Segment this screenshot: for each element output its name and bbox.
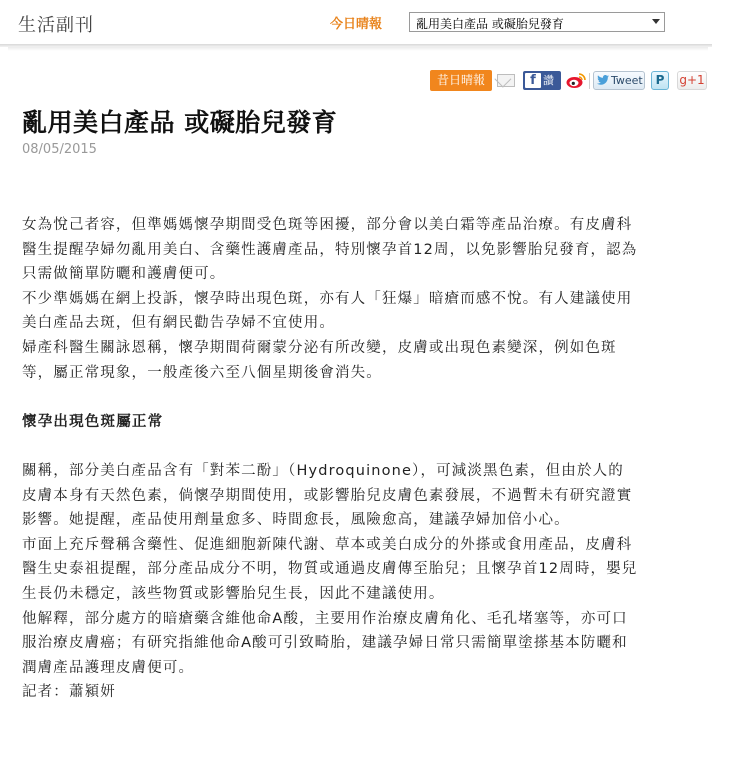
header-divider xyxy=(0,44,712,47)
section-title: 生活副刊 xyxy=(18,15,94,36)
article-paragraph: 關稱，部分美白產品含有「對苯二酚」（Hydroquinone），可減淡黑色素，但由於人的 皮膚本身有天然色素，倘懷孕期間使用，或影響胎兒皮膚色素發展，不過暫未有研究證實 影響。她提醒，產品使用劑量愈多、時間愈長，風險愈高，建議孕婦加倍小心。 xyxy=(22,462,633,529)
tweet-button[interactable] xyxy=(593,71,645,90)
twitter-bird-icon xyxy=(597,75,609,85)
page-header xyxy=(0,0,732,46)
article-subheading: 懷孕出現色斑屬正常 xyxy=(22,413,164,430)
article-body xyxy=(22,213,702,705)
article-select-value: 亂用美白產品 或礙胎兒發育 xyxy=(416,17,564,31)
plurk-button[interactable]: P xyxy=(651,71,669,90)
paragraph-gap xyxy=(22,434,702,459)
weibo-icon[interactable] xyxy=(566,72,586,89)
article-select[interactable] xyxy=(409,12,665,32)
article-title: 亂用美白產品 或礙胎兒發育 xyxy=(22,108,338,137)
google-plus-button[interactable]: g+1 xyxy=(677,71,707,90)
facebook-like-label: 讚 xyxy=(543,74,554,87)
today-link[interactable]: 今日晴報 xyxy=(330,17,383,32)
reporter-byline: 記者：蕭潁妍 xyxy=(22,684,116,701)
article-paragraph: 他解釋，部分處方的暗瘡藥含維他命A酸，主要用作治療皮膚角化、毛孔堵塞等，亦可口 服治療皮膚癌；有研究指維他命A酸可引致畸胎，建議孕婦日常只需簡單塗搽基本防曬和 潤膚產品護理皮膚便可。 xyxy=(22,610,628,676)
article-paragraph: 婦產科醫生關詠恩稱，懷孕期間荷爾蒙分泌有所改變，皮膚或出現色素變深，例如色斑 等，屬正常現象，一般產後六至八個星期後會消失。 xyxy=(22,339,617,381)
article-paragraph: 市面上充斥聲稱含藥性、促進細胞新陳代謝、草本或美白成分的外搽或食用產品，皮膚科 醫生史泰祖提醒，部分產品成分不明，物質或通過皮膚傳至胎兒；且懷孕首12周時，嬰兒 生長仍未穩定，該些物質或影響胎兒生長，因此不建議使用。 xyxy=(22,536,638,602)
chevron-down-icon xyxy=(652,19,660,24)
share-separator xyxy=(589,73,590,89)
tweet-label: Tweet xyxy=(611,74,643,87)
paragraph-gap xyxy=(22,385,702,410)
facebook-icon: f xyxy=(525,73,541,88)
past-issues-button[interactable]: 昔日晴報 xyxy=(430,70,492,91)
facebook-like-button[interactable] xyxy=(523,71,561,90)
article-date: 08/05/2015 xyxy=(22,142,97,157)
article-paragraph: 女為悅己者容，但準媽媽懷孕期間受色斑等困擾，部分會以美白霜等產品治療。有皮膚科 醫生提醒孕婦勿亂用美白、含藥性護膚產品，特別懷孕首12周，以免影響胎兒發育，認為 只需做簡單防曬和護膚便可。 xyxy=(22,217,638,283)
mail-icon[interactable] xyxy=(497,74,515,87)
article-paragraph: 不少準媽媽在網上投訴，懷孕時出現色斑，亦有人「狂爆」暗瘡而感不悅。有人建議使用 美白產品去斑，但有網民勸告孕婦不宜使用。 xyxy=(22,290,633,332)
